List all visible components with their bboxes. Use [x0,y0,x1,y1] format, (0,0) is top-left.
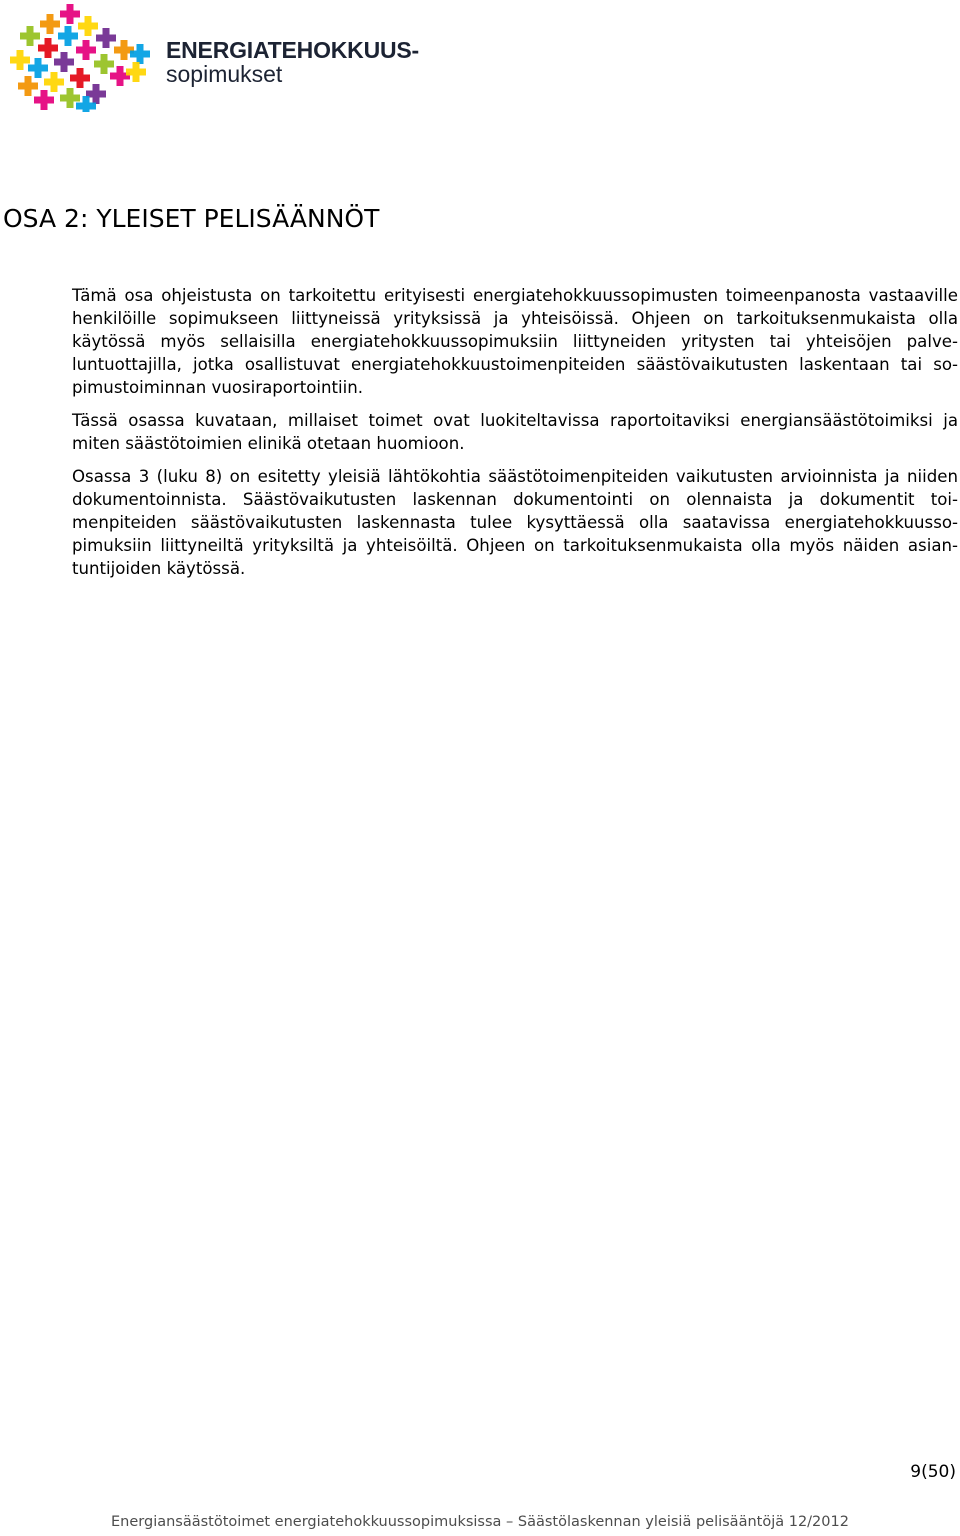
paragraph-3: Osassa 3 (luku 8) on esitetty yleisiä lähtökohtia säästötoimenpiteiden vaikutusten arvioinnista ja niiden dokumentoinnista. Säästövaikutusten laskennan dokumentointi on olennaista ja dokumentit toimenpiteiden säästövaikutusten laskennasta tulee kysyttäessä olla saatavissa energiatehokkuussopimuksiin liittyneiltä yrityksiltä ja yhteisöiltä. Ohjeen on tarkoituksenmukaista olla myös näiden asiantuntijoiden käytössä. [72,467,958,578]
logo-cross-icon [20,26,40,46]
brand-line2: sopimukset [166,61,283,87]
brand-name [166,38,419,86]
body-text [72,284,958,590]
colorful-crosses-logo-icon [8,2,153,112]
logo-cross-icon [58,26,78,46]
logo-cross-icon [54,52,74,72]
brand-line1: ENERGIATEHOKKUUS- [166,37,420,63]
logo-cross-icon [34,90,54,110]
logo-cross-icon [38,38,58,58]
logo-cross-icon [76,40,96,60]
logo-cross-icon [44,72,64,92]
page-number: 9(50) [910,1462,956,1482]
logo-cross-icon [96,28,116,48]
paragraph-1: Tämä osa ohjeistusta on tarkoitettu erityisesti energiatehokkuussopimusten toimeenpanosta vastaaville henkilöille sopimukseen liittyneissä yrityksissä ja yhteisöissä. Ohjeen on tarkoituksenmukaista olla käytössä myös sellaisilla energiatehokkuussopimuksiin liittyneiden yritysten tai yhteisöjen palveluntuottajilla, jotka osallistuvat energiatehokkuustoimenpiteiden säästövaikutusten laskentaan tai sopimustoiminnan vuosiraportointiin. [72,286,958,397]
logo-cross-icon [94,54,114,74]
energiatehokkuussopimukset-logo [8,2,420,112]
logo-cross-icon [70,68,90,88]
page-footer: Energiansäästötoimet energiatehokkuussopimuksissa – Säästölaskennan yleisiä pelisääntöjä 12/2012 [111,1514,849,1530]
logo-cross-icon [40,14,60,34]
logo-cross-icon [10,50,30,70]
logo-cross-icon [28,58,48,78]
logo-cross-icon [78,16,98,36]
logo-cross-icon [60,4,80,24]
logo-cross-icon [18,76,38,96]
paragraph-2: Tässä osassa kuvataan, millaiset toimet ovat luokiteltavissa raportoitaviksi energiansäästötoimiksi ja miten säästötoimien elinikä otetaan huomioon. [72,411,958,453]
section-heading: OSA 2: YLEISET PELISÄÄNNÖT [3,204,380,233]
